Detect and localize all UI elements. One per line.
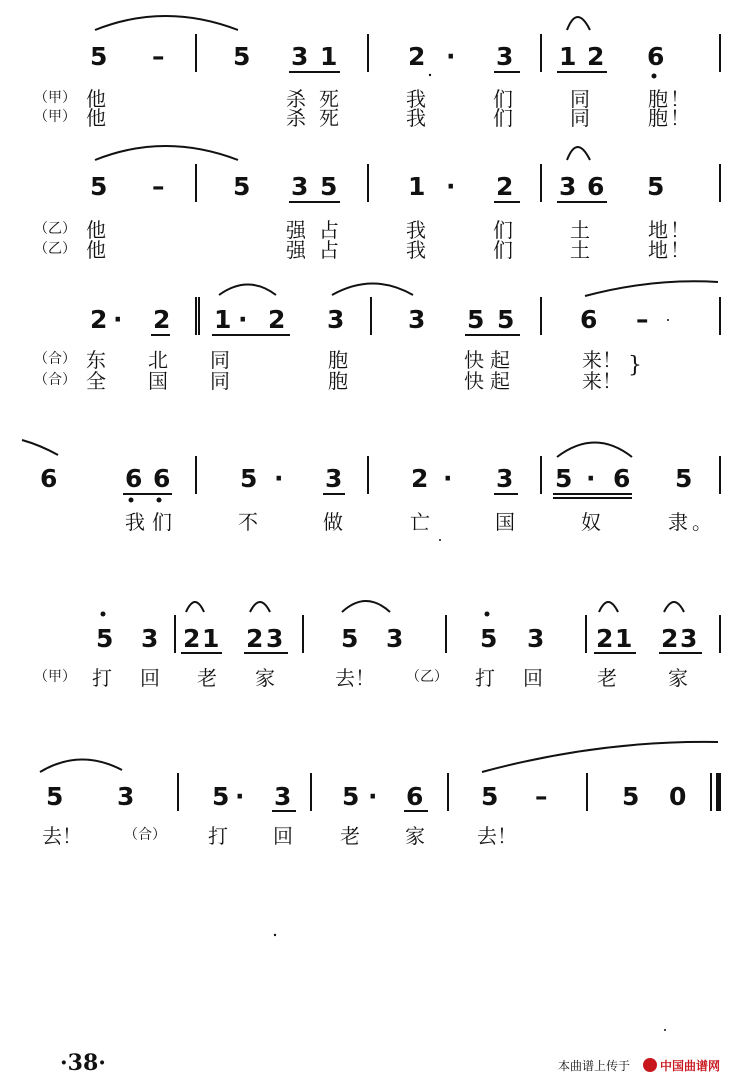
slur	[557, 443, 632, 458]
lyric: 北	[148, 348, 168, 372]
lyric: ！	[62, 824, 82, 848]
lyric: 我	[406, 218, 426, 242]
note: 5	[622, 782, 640, 811]
verse-label: （合）	[34, 351, 76, 367]
lyric: 家	[668, 666, 688, 690]
verse-label: （乙）	[406, 669, 448, 685]
note-dot: ·	[443, 464, 453, 493]
speck	[667, 319, 669, 321]
note: 6	[587, 172, 605, 201]
lyric: 杀	[286, 106, 306, 130]
lyric: 们	[152, 510, 172, 534]
verse-label: （甲）	[34, 669, 76, 685]
note: 2	[408, 42, 426, 71]
note: 1	[320, 42, 338, 71]
note: 5	[212, 782, 230, 811]
lyric: ！	[670, 106, 690, 130]
note: 6	[647, 42, 665, 71]
lyric: 起	[490, 369, 510, 393]
lyric: 奴	[581, 510, 601, 534]
note: 3	[291, 42, 309, 71]
lyric: ！	[355, 666, 375, 690]
note: 1	[408, 172, 426, 201]
note: 6	[406, 782, 424, 811]
lyric: 打	[475, 666, 495, 690]
lyric: 死	[319, 106, 339, 130]
lyric: 打	[92, 666, 112, 690]
speck	[274, 934, 276, 936]
lyric: 来	[582, 369, 602, 393]
note: 2	[496, 172, 514, 201]
lyric: 去	[42, 824, 62, 848]
octave-dot-above	[485, 612, 490, 617]
lyric: ！	[602, 369, 622, 393]
lyric: 他	[86, 218, 106, 242]
lyric: 他	[86, 106, 106, 130]
slur	[250, 602, 270, 612]
note: 5	[96, 624, 114, 653]
note: 6	[613, 464, 631, 493]
note-dot: ·	[235, 782, 245, 811]
lyric: 回	[273, 824, 293, 848]
note: 5	[90, 172, 108, 201]
note: 3	[325, 464, 343, 493]
note: 2	[183, 624, 201, 653]
note: 3	[559, 172, 577, 201]
lyric: 快	[464, 369, 484, 393]
lyric: ！	[497, 824, 517, 848]
lyric: 强	[286, 218, 306, 242]
note: 3	[496, 464, 514, 493]
note: 3	[527, 624, 545, 653]
lyric: 同	[210, 348, 230, 372]
note: 2	[90, 305, 108, 334]
note: 3	[327, 305, 345, 334]
upload-caption: 本曲谱上传于	[558, 1059, 631, 1073]
note: 6	[40, 464, 58, 493]
lyric: 去	[335, 666, 355, 690]
note-dot: ·	[368, 782, 378, 811]
note: 2	[153, 305, 171, 334]
slur	[567, 17, 590, 30]
note: 5	[240, 464, 258, 493]
speck	[664, 1029, 666, 1031]
note: 3	[386, 624, 404, 653]
verse-label: （甲）	[34, 90, 76, 106]
lyric: 胞	[328, 348, 348, 372]
octave-dot-below	[652, 74, 657, 79]
lyric: 不	[238, 510, 258, 534]
lyric: 我	[125, 510, 145, 534]
slur	[95, 146, 238, 160]
lyric: 老	[597, 666, 617, 690]
verse-label: （甲）	[34, 109, 76, 125]
note: 5	[497, 305, 515, 334]
lyric: 做	[323, 510, 343, 534]
note: 1	[615, 624, 633, 653]
lyric: 我	[406, 87, 426, 111]
note-dot: ·	[238, 305, 248, 334]
speck	[439, 539, 441, 541]
lyric: 老	[340, 824, 360, 848]
octave-dot-below	[157, 498, 162, 503]
note: 5	[555, 464, 573, 493]
verse-label: （合）	[124, 827, 166, 843]
lyric: 地	[648, 218, 668, 242]
lyric: 我	[406, 238, 426, 262]
note-dot: ·	[274, 464, 284, 493]
speck	[429, 74, 431, 76]
lyric: 同	[570, 87, 590, 111]
lyric: 家	[255, 666, 275, 690]
lyric: 土	[570, 218, 590, 242]
note: 2	[268, 305, 286, 334]
note: 3	[266, 624, 284, 653]
note: –	[152, 42, 165, 71]
slur	[186, 602, 204, 612]
verse-label: （乙）	[34, 241, 76, 257]
lyric: 全	[86, 369, 106, 393]
slur	[95, 16, 238, 30]
lyric: 强	[286, 238, 306, 262]
lyric: 亡	[410, 510, 430, 534]
note: 5	[46, 782, 64, 811]
lyric: 胞	[328, 369, 348, 393]
note: 0	[669, 782, 687, 811]
note-dot: ·	[446, 42, 456, 71]
slur	[567, 147, 590, 160]
lyric: 回	[140, 666, 160, 690]
lyric: 土	[570, 238, 590, 262]
slur	[664, 602, 684, 612]
slur	[482, 742, 718, 772]
note-dot: ·	[586, 464, 596, 493]
lyric: 胞	[648, 106, 668, 130]
lyric: 们	[493, 87, 513, 111]
lyric: 他	[86, 238, 106, 262]
lyric: 国	[148, 369, 168, 393]
lyric: 去	[477, 824, 497, 848]
note: 2	[587, 42, 605, 71]
lyric: ！	[670, 87, 690, 111]
note: 6	[580, 305, 598, 334]
lyric: 老	[197, 666, 217, 690]
note: 3	[680, 624, 698, 653]
tie-in	[22, 440, 58, 455]
note: 5	[233, 172, 251, 201]
lyric: 们	[493, 218, 513, 242]
lyric: 占	[319, 238, 339, 262]
note: 3	[141, 624, 159, 653]
note: 2	[246, 624, 264, 653]
slur	[342, 601, 390, 612]
note: 5	[675, 464, 693, 493]
note: 6	[125, 464, 143, 493]
lyric: 快	[464, 348, 484, 372]
note-dot: ·	[446, 172, 456, 201]
lyric: 打	[208, 824, 228, 848]
lyric: 回	[523, 666, 543, 690]
page-number: ·38·	[60, 1050, 106, 1076]
note: 5	[647, 172, 665, 201]
lyric: 起	[490, 348, 510, 372]
note: 5	[481, 782, 499, 811]
note: 2	[411, 464, 429, 493]
note: 5	[233, 42, 251, 71]
note: –	[636, 305, 649, 334]
note: –	[535, 782, 548, 811]
note: 1	[559, 42, 577, 71]
note: 1	[202, 624, 220, 653]
lyric: 地	[648, 238, 668, 262]
lyric: 家	[405, 824, 425, 848]
lyric: 东	[86, 348, 106, 372]
lyric: 同	[570, 106, 590, 130]
lyric: ！	[670, 238, 690, 262]
final-barline-thick	[716, 773, 721, 811]
site-brand: 中国曲谱网	[660, 1059, 721, 1073]
lyric: 。	[692, 510, 712, 534]
note: 3	[291, 172, 309, 201]
slur	[332, 284, 413, 296]
note: 2	[596, 624, 614, 653]
note: –	[152, 172, 165, 201]
lyric: 我	[406, 106, 426, 130]
slur	[585, 281, 718, 296]
lyric: ！	[670, 218, 690, 242]
verse-label: （乙）	[34, 221, 76, 237]
slur	[599, 602, 618, 612]
note: 5	[90, 42, 108, 71]
note-dot: ·	[113, 305, 123, 334]
slur	[219, 285, 276, 296]
note: 5	[480, 624, 498, 653]
note: 6	[153, 464, 171, 493]
lyric: 死	[319, 87, 339, 111]
lyric: 国	[495, 510, 515, 534]
note: 3	[274, 782, 292, 811]
lyric: 杀	[286, 87, 306, 111]
octave-dot-above	[101, 612, 106, 617]
lyric: 们	[493, 238, 513, 262]
lyric: 们	[493, 106, 513, 130]
note: 3	[496, 42, 514, 71]
note: 3	[408, 305, 426, 334]
verse-label: （合）	[34, 372, 76, 388]
lyric: 同	[210, 369, 230, 393]
lyric: 胞	[648, 87, 668, 111]
lyric: 隶	[668, 510, 688, 534]
slur	[40, 759, 122, 772]
octave-dot-below	[129, 498, 134, 503]
note: 3	[117, 782, 135, 811]
lyric: ！	[602, 348, 622, 372]
note: 5	[342, 782, 360, 811]
note: 5	[320, 172, 338, 201]
lyric: 他	[86, 87, 106, 111]
note: 2	[661, 624, 679, 653]
lyric: 占	[319, 218, 339, 242]
note: 1	[214, 305, 232, 334]
note: 5	[467, 305, 485, 334]
note: 5	[341, 624, 359, 653]
verse-brace: }	[628, 353, 642, 378]
lyric: 来	[582, 348, 602, 372]
